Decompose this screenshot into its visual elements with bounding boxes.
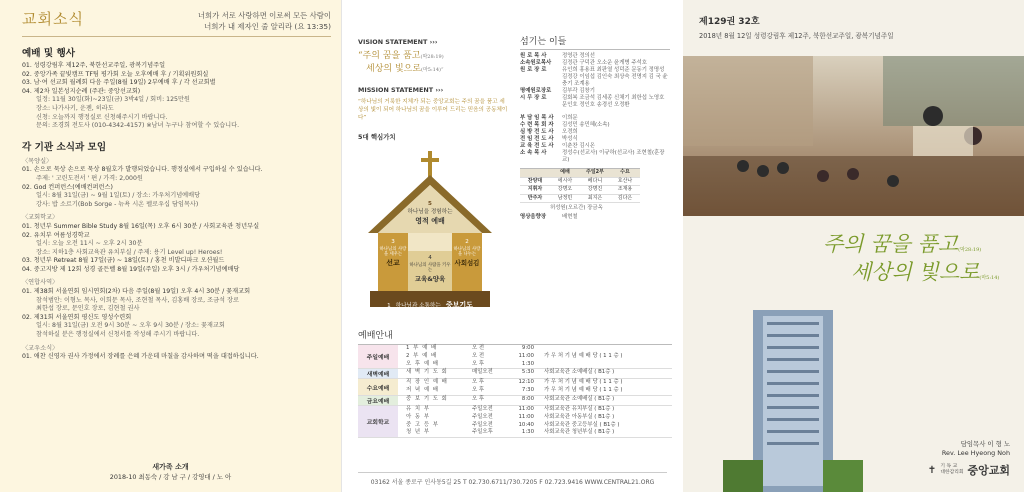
choir-header-blank xyxy=(520,169,550,177)
vision-quote-line1: “주의 꿈을 품고 xyxy=(358,51,421,61)
service-name: 중 고 등 부 xyxy=(406,421,439,428)
value-mid-big: 교육&양육 xyxy=(414,275,446,284)
service-day: 주일오전 xyxy=(472,413,493,420)
worship-group xyxy=(358,396,672,406)
service-name: 저 녁 예 배 xyxy=(406,387,439,394)
member-names: 이희문 xyxy=(562,115,578,121)
service-day: 오 후 xyxy=(472,395,485,402)
worship-title: 예배안내 xyxy=(358,331,393,341)
cross-icon: ✝ xyxy=(927,464,937,476)
core-values-label: 5대 핵심가치 xyxy=(358,133,396,141)
service-time: 7:30 xyxy=(521,387,534,394)
service-day: 오 전 xyxy=(472,345,485,351)
value-top-small: 하나님을 경험하는 xyxy=(407,208,453,215)
service-time: 1:30 xyxy=(521,360,534,367)
choir-header: 수요 xyxy=(610,169,640,177)
union-item: 최한섭 장로, 문인호 장로, 김현철 권사 xyxy=(36,305,140,313)
service-time: 12:10 xyxy=(518,379,534,386)
value-base-num: 1 xyxy=(387,303,391,309)
service-name: 1 부 예 배 xyxy=(406,345,438,351)
logo-church-name: 중앙교회 xyxy=(967,464,1010,477)
service-place: 가 우 처 기 념 예 배 당 ( 1 1 층 ) xyxy=(544,352,623,359)
member-row xyxy=(520,88,670,95)
member-names: 김성민 송민혜(소속) xyxy=(562,122,610,128)
value-mid-small: 하나님의 사람을 키우는 xyxy=(409,262,451,274)
service-time: 11:00 xyxy=(518,352,534,359)
verse-line-2: 너희가 내 제자인 줄 알리라 (요 13:35) xyxy=(204,22,331,31)
service-day: 오 전 xyxy=(472,352,485,359)
members-news-item: 01. 애찬 신영자 권사 가정에서 장례를 은혜 가운데 마칠을 감사하며 떡을 대접하십니다. xyxy=(22,353,259,361)
member-names: 정성수(선교사) 이규하(선교사) 조현철(훈장교) xyxy=(562,150,665,163)
school-list xyxy=(22,223,331,275)
event-item: 02. 중앙가족 끝빛캠프 TF팀 평가회 오늘 오후예배 후 / 기획위원회실 xyxy=(22,70,209,78)
choir-table-header xyxy=(520,169,640,178)
school-item: 03. 청년부 Retreat 8월 17일(금) ~ 18일(토) / 홍천 비발디파크 오션월드 xyxy=(22,257,225,265)
service-day: 오 후 xyxy=(472,387,485,394)
worship-line xyxy=(398,369,672,377)
member-role: 전 임 전 도 사 xyxy=(520,136,554,142)
choir-cell: 반주자 xyxy=(527,194,543,201)
members-title: 섬기는 이들 xyxy=(520,34,670,50)
mokyang-item: 주제: ' 고린도전서 ' 편 / 가격: 2,000원 xyxy=(36,174,143,182)
value-mid-num: 4 xyxy=(428,255,432,261)
service-place: 사회교육관 소예배실 ( B1층 ) xyxy=(544,369,615,376)
member-names: 유인희 홍용표 최판열 성덕준 문동기 정명성 김정강 이임섭 김인숙 최상숙 전명지 김 국 윤충기 조계용 xyxy=(562,67,668,87)
cover-vision xyxy=(823,228,999,286)
member-role: 소속원로목사 xyxy=(520,60,552,66)
union-item: 일시: 8월 31일(금) 오전 9시 30분 ~ 오후 9시 30분 / 장소: 꽃재교회 xyxy=(36,322,225,330)
vision-ref-1: (막28:19) xyxy=(420,54,444,60)
member-row xyxy=(520,129,670,136)
sound-role: 영상음향장 xyxy=(520,214,547,221)
service-time: 5:30 xyxy=(521,369,534,376)
service-day: 오 후 xyxy=(472,360,485,367)
worship-category: 수요예배 xyxy=(358,379,398,395)
member-role: 교 육 전 도 사 xyxy=(520,143,554,149)
news-title: 교회소식 xyxy=(22,10,84,28)
event-item: 신청: 오늘까지 행정실로 신청해주시기 바랍니다. xyxy=(36,113,168,121)
worship-line xyxy=(398,361,672,369)
service-place: 가 우 처 기 념 예 배 당 ( 1 1 층 ) xyxy=(544,379,623,386)
school-item: 02. 유치부 여름성경학교 xyxy=(22,231,90,239)
service-time: 1:30 xyxy=(521,429,534,436)
issue-date: 2018년 8월 12일 성령강림후 제12주, 북한선교주일, 광복기념주일 xyxy=(699,32,894,40)
member-row xyxy=(520,143,670,150)
member-row xyxy=(520,53,670,60)
mission-text: “하나님의 거룩한 지체가 되는 중앙교회는 주의 꿈을 품고 세상의 빛이 되어 하나님의 꿈을 이루어 드리는 믿음의 공동체이다” xyxy=(358,99,508,121)
members-column xyxy=(520,34,670,221)
worship-line xyxy=(398,379,672,387)
event-item: 04. 제2차 일본성지순례 (주관: 중앙선교회) xyxy=(22,87,141,95)
member-names: 이춘찬 김시온 xyxy=(562,143,595,149)
chevron-right-icon: ››› xyxy=(429,38,438,46)
choir-cell: 김다은 xyxy=(617,194,633,201)
sub-title-school: 〈교회학교〉 xyxy=(22,214,59,222)
sub-title-union: 〈연합사역〉 xyxy=(22,279,59,287)
service-place xyxy=(544,361,672,369)
members-news-list xyxy=(22,353,331,362)
service-time: 8:00 xyxy=(521,395,534,402)
pastor-name-ko: 담임목사 이 형 노 xyxy=(960,440,1010,448)
union-list xyxy=(22,288,331,340)
value-top-big: 영적 예배 xyxy=(415,217,445,226)
newcomer-line: 2018-10 최동숙 / 강 남 구 / 강영대 / 노 아 xyxy=(109,473,232,481)
choir-cell: 에시아 xyxy=(557,177,573,184)
vision-panel xyxy=(341,0,683,492)
worship-line xyxy=(398,345,672,353)
event-item: 문의: 조경희 전도사 (010-4342-4157) ※남녀 누구나 참여할 수 있습니다. xyxy=(36,122,240,130)
member-role: 수 련 목 회 자 xyxy=(520,122,554,128)
cover-panel xyxy=(683,0,1024,492)
worship-line xyxy=(398,406,672,414)
member-role: 원 로 목 사 xyxy=(520,53,547,59)
union-item: 02. 제31회 서울연회 평신도 영성수련회 xyxy=(22,313,132,321)
value-mid xyxy=(408,255,452,283)
worship-line xyxy=(398,396,672,404)
member-role: 명예원로장로 xyxy=(520,88,552,94)
verse-line-1: 너희가 서로 사랑하면 이로써 모든 사람이 xyxy=(197,11,331,20)
worship-category: 주일예배 xyxy=(358,345,398,368)
worship-line xyxy=(398,353,672,361)
cover-vision-line1: 주의 꿈을 품고 xyxy=(823,232,959,256)
newcomer-footer xyxy=(0,462,341,482)
service-day: 주일오전 xyxy=(472,421,493,428)
vision-quote xyxy=(358,50,508,76)
member-names: 정영관 정의선 xyxy=(562,53,595,59)
worship-line xyxy=(398,387,672,395)
member-role: 심 방 전 도 사 xyxy=(520,129,554,135)
worship-group xyxy=(358,406,672,438)
school-item: 장소: 지하1층 사회교육관 유치부실 / 주제: 용기 Level up! Heroes! xyxy=(36,248,223,256)
service-place: 사회교육관 소예배실 ( B1층 ) xyxy=(544,395,615,402)
vision-column xyxy=(358,34,508,321)
service-day: 주일오후 xyxy=(472,429,493,436)
worship-category: 새벽예배 xyxy=(358,369,398,378)
worship-group xyxy=(358,379,672,396)
news-header xyxy=(22,8,331,37)
worship-line xyxy=(398,422,672,430)
service-place: 가 우 처 기 념 예 배 당 ( 1 1 층 ) xyxy=(544,387,623,394)
value-right-small: 하나님의 사랑을 나누는 xyxy=(453,246,481,258)
member-row xyxy=(520,95,670,109)
service-time: 9:00 xyxy=(521,345,534,351)
choir-table-body xyxy=(520,178,640,204)
mokyang-item: 01. 손으로 묵상 손으로 묵상 8월호가 발행되었습니다. 행정실에서 구입하실 수 있습니다. xyxy=(22,166,263,174)
union-item: 01. 제38회 서울연회 임시연회(2차) 다음 주일(8월 19일) 오후 4시 30분 / 꽃재교회 xyxy=(22,288,251,296)
mokyang-list xyxy=(22,166,331,209)
service-place: 사회교육관 유치부실 ( B1층 ) xyxy=(544,405,615,412)
sound-row xyxy=(520,214,640,221)
choir-table xyxy=(520,168,640,221)
choir-cell: 지휘자 xyxy=(527,186,543,193)
service-day: 매일오전 xyxy=(472,369,493,376)
school-item: 01. 청년부 Summer Bible Study 8월 16일(목) 오후 6시 30분 / 사회교육관 청년부실 xyxy=(22,222,260,230)
worship-line xyxy=(398,429,672,437)
mokyang-item: 강사: 밥 소르기(Bob Sorge - 뉴욕 시온 펠로우십 담임목사) xyxy=(36,200,199,208)
member-row xyxy=(520,150,670,164)
contact-footer: 03162 서울 종로구 인사동5길 25 T 02.730.6711/730.7205 F 02.723.9416 WWW.CENTRAL21.ORG xyxy=(358,472,667,486)
member-role: 부 담 임 목 사 xyxy=(520,115,554,121)
value-right-num: 2 xyxy=(465,239,469,245)
member-row xyxy=(520,136,670,143)
member-row xyxy=(520,122,670,129)
member-names: 김부각 김창기 xyxy=(562,88,595,94)
worship-group xyxy=(358,345,672,369)
section-title-events: 예배 및 행사 xyxy=(22,48,76,59)
choir-cell: 호산나 xyxy=(617,177,633,184)
member-names: 김정관 구덕관 오소운 윤게병 주석호 xyxy=(562,60,647,66)
service-name: 새 벽 기 도 회 xyxy=(406,369,448,376)
service-name: 청 년 부 xyxy=(406,429,431,436)
service-place: 사회교육관 중고등부실 ( B1층 ) xyxy=(544,421,620,428)
value-top xyxy=(402,201,458,226)
choir-header: 주일2부 xyxy=(580,169,610,177)
section-title-groups: 각 기관 소식과 모임 xyxy=(22,141,107,153)
worship-guide xyxy=(358,328,672,438)
worship-category: 금요예배 xyxy=(358,396,398,405)
cover-vision-line2: 세상의 빛으로 xyxy=(851,260,980,284)
newcomer-title: 새가족 소개 xyxy=(152,463,189,471)
worship-photo xyxy=(683,56,1024,216)
member-names: 오경희 xyxy=(562,129,578,135)
service-day: 주일오전 xyxy=(472,405,493,412)
member-row xyxy=(520,60,670,67)
mokyang-item: 02. God 컨퍼런스(예배컨퍼런스) xyxy=(22,183,113,191)
value-left-small: 하나님의 사랑을 세우는 xyxy=(379,246,407,258)
choir-cell: 강명진 xyxy=(587,186,603,193)
service-name: 중 보 기 도 회 xyxy=(406,395,448,402)
value-base-big: 중보기도 xyxy=(445,301,473,309)
service-name: 유 치 부 xyxy=(406,405,431,412)
service-name: 오 후 예 배 xyxy=(406,360,439,367)
choir-cell: 강명오 xyxy=(557,186,573,193)
events-list xyxy=(22,62,331,131)
mission-label: MISSION STATEMENT ››› xyxy=(358,86,444,94)
vision-quote-line2: 세상의 빛으로 xyxy=(366,64,422,74)
logo-small-text: 기 독 교 대한감리회 xyxy=(940,464,964,475)
header-verse xyxy=(198,10,331,32)
union-item: 참석하실 분은 행정실에서 신청서를 작성해 주시기 바랍니다. xyxy=(36,331,200,339)
choir-row xyxy=(520,186,640,195)
service-place: 사회교육관 아동부실 ( B1층 ) xyxy=(544,413,615,420)
service-time: 10:40 xyxy=(518,421,534,428)
sub-title-members-news: 〈교우소식〉 xyxy=(22,344,59,352)
cover-vision-ref1: (막28:19) xyxy=(958,247,982,253)
pastor-info xyxy=(942,440,1010,458)
worship-category: 교회학교 xyxy=(358,406,398,437)
choir-cell: 베다니 xyxy=(587,177,603,184)
worship-group xyxy=(358,369,672,379)
sub-title-mokyang: 〈목양실〉 xyxy=(22,157,53,165)
member-names: 박성식 xyxy=(562,136,578,142)
choir-extra: 허성원(오르간) 장금옥 xyxy=(550,205,603,212)
service-name: 2 부 예 배 xyxy=(406,352,438,359)
mokyang-item: 일시: 8월 31일(금) ~ 9월 1일(토) / 장소: 가우처기념예배당 xyxy=(36,192,201,200)
service-day: 오 후 xyxy=(472,379,485,386)
value-left-num: 3 xyxy=(391,239,395,245)
pastor-name-en: Rev. Lee Hyeong Noh xyxy=(941,449,1010,457)
event-item: 01. 성령강림후 제12주, 북한선교주일, 광복기념주일 xyxy=(22,62,166,69)
member-role: 시 무 장 로 xyxy=(520,95,547,101)
value-left-big: 선교 xyxy=(386,259,400,268)
members-list xyxy=(520,53,670,164)
service-name: 아 동 부 xyxy=(406,413,431,420)
value-right-big: 사회섬김 xyxy=(454,259,480,268)
value-base xyxy=(370,292,490,311)
choir-cell: 조재용 xyxy=(617,186,633,193)
service-place xyxy=(544,345,672,353)
worship-line xyxy=(398,414,672,422)
service-name: 직 장 인 예 배 xyxy=(406,379,448,386)
value-left xyxy=(378,239,408,268)
choir-header: 예배 xyxy=(550,169,580,177)
church-logo xyxy=(928,462,1010,478)
value-right xyxy=(452,239,482,267)
member-row xyxy=(520,67,670,88)
service-place: 사회교육관 청년부실 ( B1층 ) xyxy=(544,429,615,436)
news-panel xyxy=(0,0,341,492)
service-time: 11:00 xyxy=(518,405,534,412)
member-role: 원 로 장 로 xyxy=(520,67,547,73)
union-item: 참석범안: 이형노 목사, 이희문 목사, 조현철 목사, 김홍배 장로, 조금석 장로 xyxy=(36,296,239,304)
value-top-num: 5 xyxy=(428,201,432,207)
school-item: 일시: 오늘 오전 11시 ~ 오후 2시 30분 xyxy=(36,240,143,248)
choir-cell: 찬양대 xyxy=(527,177,543,184)
service-time: 11:00 xyxy=(518,413,534,420)
event-item: 장소: 나가사키, 운젠, 히라도 xyxy=(36,104,114,112)
church-diagram xyxy=(358,151,508,321)
member-role: 소 속 목 사 xyxy=(520,150,547,156)
chevron-right-icon: ››› xyxy=(435,86,444,94)
event-item: 일정: 11월 30일(화)~23일(금) 3박4일 / 회비: 125만원 xyxy=(36,96,190,104)
school-item: 04. 중고지방 제 12회 성경 골든벨 8월 19일(주일) 오후 3시 / 가우처기념예배당 xyxy=(22,265,240,273)
cover-vision-ref2: (마5:14) xyxy=(979,275,1000,281)
value-base-small: 하나님과 소통하는 xyxy=(395,303,441,309)
choir-row xyxy=(520,178,640,187)
church-building-photo xyxy=(723,310,863,492)
choir-row xyxy=(520,195,640,204)
sound-name: 배현철 xyxy=(562,214,578,221)
member-row xyxy=(520,115,670,122)
event-item: 03. 남·여 선교회 월례회 다음 주일(8월 19일) 2부예배 후 / 각 선교회별 xyxy=(22,79,216,87)
vision-ref-2: (마5:14)” xyxy=(421,67,444,73)
choir-cell: 최지은 xyxy=(587,194,603,201)
worship-table xyxy=(358,344,672,438)
choir-cell: 남정민 xyxy=(557,194,573,201)
member-names: 김회복 조금석 김세종 신채기 최한섭 노영호 문인호 정인호 송경선 오정환 xyxy=(562,95,665,108)
issue-number: 제129권 32호 xyxy=(699,17,760,27)
vision-label: VISION STATEMENT ››› xyxy=(358,38,438,46)
